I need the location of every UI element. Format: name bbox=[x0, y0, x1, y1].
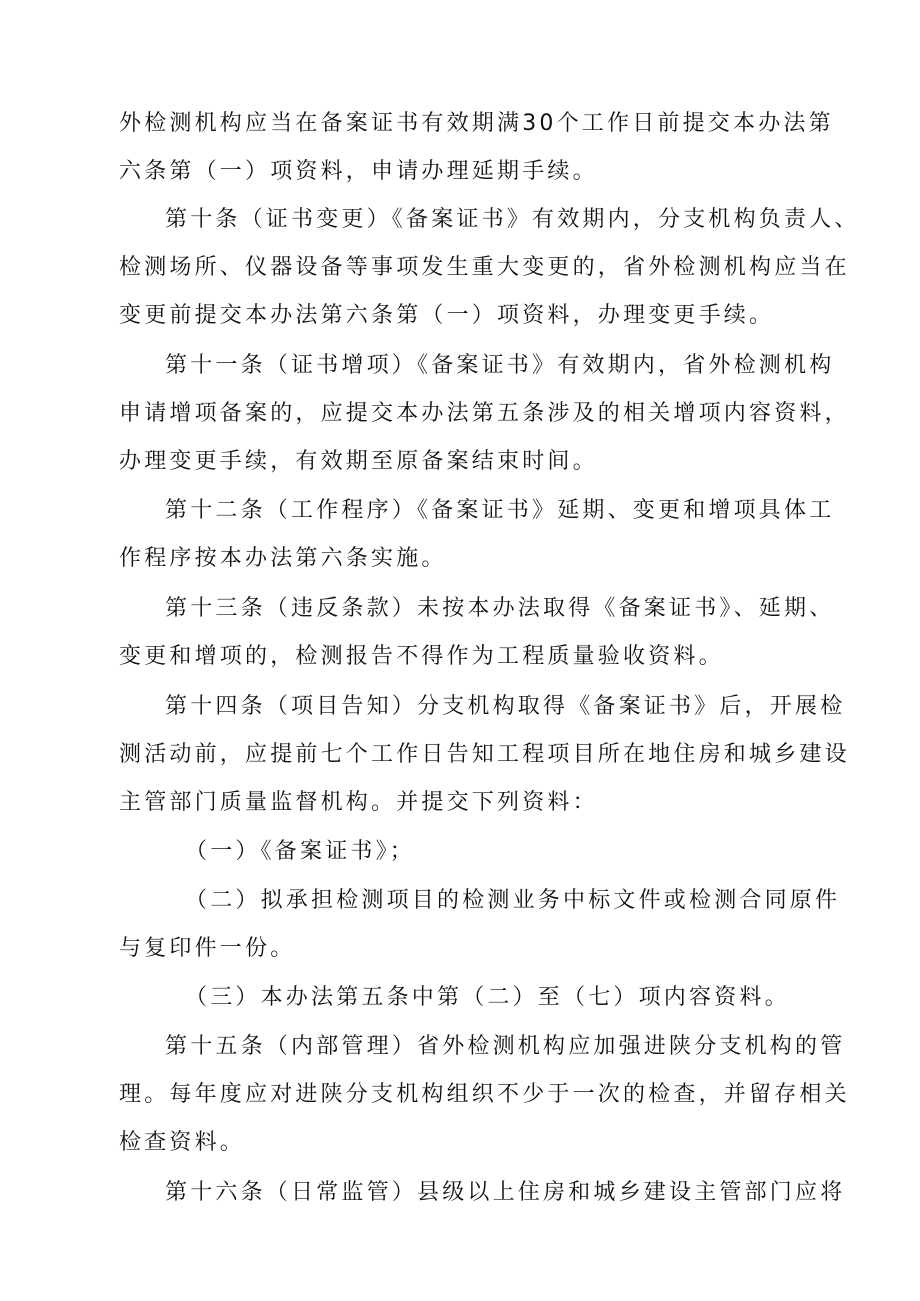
text-line-2: 六条第（一）项资料，申请办理延期手续。 bbox=[119, 159, 598, 184]
text-line-3: 第十条（证书变更）《备案证书》有效期内，分支机构负责人、 bbox=[165, 207, 860, 232]
text-line-5: 变更前提交本办法第六条第（一）项资料，办理变更手续。 bbox=[119, 303, 775, 328]
text-line-7: 申请增项备案的，应提交本办法第五条涉及的相关增项内容资料， bbox=[119, 401, 850, 426]
text-line-16: （一）《备案证书》； bbox=[185, 839, 416, 864]
text-line-23: 第十六条（日常监管）县级以上住房和城乡建设主管部门应将 bbox=[165, 1180, 846, 1205]
text-line-15: 主管部门质量监督机构。并提交下列资料： bbox=[119, 790, 598, 815]
text-line-14: 测活动前，应提前七个工作日告知工程项目所在地住房和城乡建设 bbox=[119, 742, 850, 767]
text-line-6: 第十一条（证书增项）《备案证书》有效期内，省外检测机构 bbox=[165, 353, 835, 378]
text-line-17: （二）拟承担检测项目的检测业务中标文件或检测合同原件 bbox=[185, 888, 841, 913]
text-line-12: 变更和增项的，检测报告不得作为工程质量验收资料。 bbox=[119, 644, 724, 669]
text-line-10: 作程序按本办法第六条实施。 bbox=[119, 546, 447, 571]
text-line-1: 外检测机构应当在备案证书有效期满30个工作日前提交本办法第 bbox=[119, 111, 834, 136]
text-line-22: 检查资料。 bbox=[119, 1130, 246, 1155]
text-line-11: 第十三条（违反条款）未按本办法取得《备案证书》、延期、 bbox=[165, 596, 835, 621]
text-line-8: 办理变更手续，有效期至原备案结束时间。 bbox=[119, 449, 598, 474]
text-line-9: 第十二条（工作程序）《备案证书》延期、变更和增项具体工 bbox=[165, 498, 835, 523]
text-line-19: （三）本办法第五条中第（二）至（七）项内容资料。 bbox=[185, 985, 790, 1010]
text-line-4: 检测场所、仪器设备等事项发生重大变更的，省外检测机构应当在 bbox=[119, 255, 850, 280]
text-line-18: 与复印件一份。 bbox=[119, 936, 296, 961]
text-line-20: 第十五条（内部管理）省外检测机构应加强进陕分支机构的管 bbox=[165, 1034, 846, 1059]
text-line-21: 理。每年度应对进陕分支机构组织不少于一次的检查，并留存相关 bbox=[119, 1082, 850, 1107]
text-line-13: 第十四条（项目告知）分支机构取得《备案证书》后，开展检 bbox=[165, 694, 846, 719]
